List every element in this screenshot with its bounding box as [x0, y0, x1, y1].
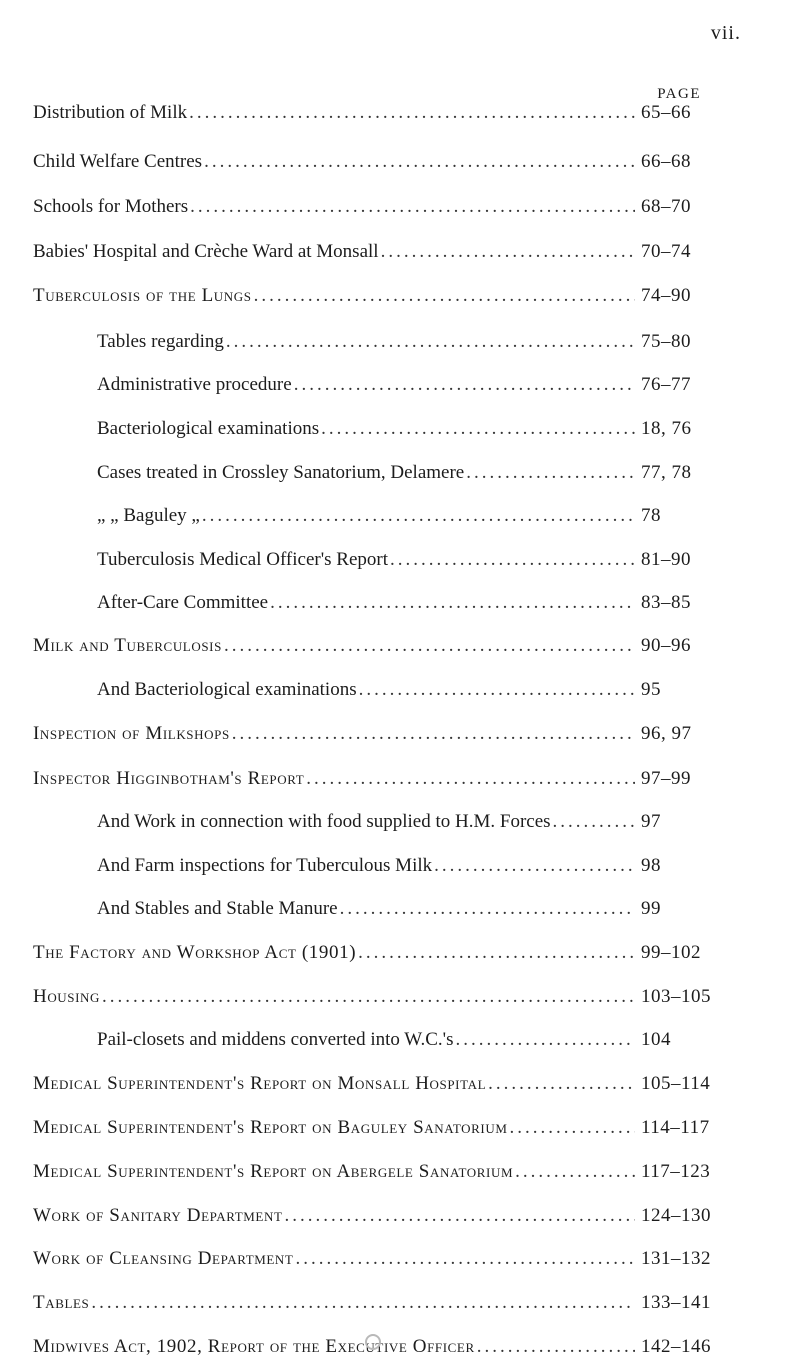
toc-entry-page: 18, 76: [641, 418, 692, 439]
toc-entry-page: 77, 78: [641, 462, 692, 483]
toc-entry: [33, 196, 733, 226]
dot-leader: [254, 285, 635, 307]
dot-leader: [359, 679, 635, 701]
toc-entry: [33, 331, 733, 361]
dot-leader: [488, 1073, 635, 1095]
toc-entry-title: And Stables and Stable Manure: [97, 898, 338, 919]
stamp-mark: [365, 1334, 381, 1350]
dot-leader: [202, 505, 635, 527]
toc-entry-title: And Farm inspections for Tuberculous Milk: [97, 855, 433, 876]
toc-entry-page: 98: [641, 855, 661, 876]
toc-entry: [33, 462, 733, 492]
dot-leader: [204, 151, 635, 173]
toc-entry-page: 90–96: [641, 635, 691, 656]
toc-entry-page: 74–90: [641, 285, 691, 306]
toc-entry-page: 83–85: [641, 592, 691, 613]
dot-leader: [321, 418, 635, 440]
toc-entry: [33, 1336, 733, 1366]
dot-leader: [390, 549, 635, 571]
toc-entry-page: 68–70: [641, 196, 691, 217]
toc-entry-title: And Bacteriological examinations: [97, 679, 357, 700]
page-number: vii.: [710, 22, 741, 44]
toc-entry-title: Child Welfare Centres: [33, 151, 203, 172]
toc-entry: [33, 285, 733, 315]
toc-entry-title: Bacteriological examinations: [97, 418, 320, 439]
dot-leader: [553, 811, 635, 833]
toc-entry-page: 114–117: [641, 1117, 710, 1138]
toc-entry: [33, 1292, 733, 1322]
toc-entry: [33, 505, 733, 535]
dot-leader: [91, 1292, 635, 1314]
toc-entry-title: Tables regarding: [97, 331, 224, 352]
dot-leader: [226, 331, 635, 353]
toc-entry-title: Schools for Mothers: [33, 196, 189, 217]
toc-entry: [33, 679, 733, 709]
toc-entry: [33, 1205, 733, 1235]
toc-entry-title: Medical Superintendent's Report on Baguley Sanatorium: [33, 1117, 508, 1138]
toc-entry-title: Pail-closets and middens converted into W.C.'s: [97, 1029, 454, 1050]
toc-entry-page: 78: [641, 505, 661, 526]
toc-entry-page: 97: [641, 811, 661, 832]
toc-entry-title: Medical Superintendent's Report on Abergele Sanatorium: [33, 1161, 514, 1182]
toc-entry-page: 66–68: [641, 151, 691, 172]
toc-entry-title: Tuberculosis of the Lungs: [33, 285, 252, 306]
toc-entry-title: Inspector Higginbotham's Report: [33, 768, 305, 789]
toc-entry-title: Distribution of Milk: [33, 102, 188, 123]
toc-entry-page: 142–146: [641, 1336, 711, 1357]
toc-entry-title: Inspection of Milkshops: [33, 723, 230, 744]
toc-entry: [33, 942, 733, 972]
dot-leader: [358, 942, 635, 964]
toc-entry-page: 95: [641, 679, 661, 700]
dot-leader: [509, 1117, 635, 1139]
toc-entry-page: 105–114: [641, 1073, 711, 1094]
dot-leader: [340, 898, 635, 920]
toc-entry: [33, 855, 733, 885]
toc-entry-title: Tables: [33, 1292, 90, 1313]
toc-entry-page: 133–141: [641, 1292, 711, 1313]
toc-entry: [33, 592, 733, 622]
toc-entry-title: After-Care Committee: [97, 592, 269, 613]
toc-entry-title: Milk and Tuberculosis: [33, 635, 222, 656]
toc-entry: [33, 374, 733, 404]
toc-entry-page: 104: [641, 1029, 671, 1050]
toc-entry-page: 117–123: [641, 1161, 711, 1182]
toc-entry-title: Housing: [33, 986, 101, 1007]
toc-entry-page: 99–102: [641, 942, 701, 963]
dot-leader: [434, 855, 635, 877]
toc-entry-page: 75–80: [641, 331, 691, 352]
toc-entry-title: Work of Sanitary Department: [33, 1205, 283, 1226]
dot-leader: [306, 768, 635, 790]
toc-entry: [33, 549, 733, 579]
dot-leader: [190, 196, 635, 218]
toc-entry: [33, 811, 733, 841]
toc-entry-title: Work of Cleansing Department: [33, 1248, 294, 1269]
toc-entry: [33, 1248, 733, 1278]
dot-leader: [466, 462, 635, 484]
toc-entry: [33, 635, 733, 665]
toc-entry: [33, 151, 733, 181]
toc-entry: [33, 418, 733, 448]
toc-entry-title: And Work in connection with food supplied to H.M. Forces: [97, 811, 551, 832]
dot-leader: [295, 1248, 635, 1270]
toc-entry-title: Administrative procedure: [97, 374, 292, 395]
toc-entry: [33, 241, 733, 271]
toc-entry: [33, 898, 733, 928]
toc-entry-page: 76–77: [641, 374, 691, 395]
toc-entry-title: Babies' Hospital and Crèche Ward at Monsall: [33, 241, 379, 262]
toc-entry-page: 81–90: [641, 549, 691, 570]
toc-entry-title: „ „ Baguley „: [97, 505, 200, 526]
toc-entry: [33, 1073, 733, 1103]
dot-leader: [515, 1161, 635, 1183]
toc-entry-page: 65–66: [641, 102, 691, 123]
toc-entry: [33, 768, 733, 798]
toc-entry-page: 70–74: [641, 241, 691, 262]
dot-leader: [270, 592, 635, 614]
toc-entry-page: 96, 97: [641, 723, 692, 744]
toc-entry: [33, 1029, 733, 1059]
page-column-label: PAGE: [657, 86, 701, 102]
dot-leader: [285, 1205, 636, 1227]
dot-leader: [477, 1336, 635, 1358]
toc-entry-page: 99: [641, 898, 661, 919]
toc-entry: [33, 1117, 733, 1147]
toc-entry-page: 103–105: [641, 986, 711, 1007]
toc-entry: [33, 986, 733, 1016]
toc-entry: [33, 723, 733, 753]
toc-entry-title: Midwives Act, 1902, Report of the Executive Officer: [33, 1336, 475, 1357]
toc-entry-title: Cases treated in Crossley Sanatorium, Delamere: [97, 462, 465, 483]
toc-entry: [33, 1161, 733, 1191]
toc-entry: [33, 102, 733, 132]
toc-entry-page: 97–99: [641, 768, 691, 789]
dot-leader: [224, 635, 635, 657]
dot-leader: [455, 1029, 635, 1051]
dot-leader: [381, 241, 635, 263]
toc-entry-title: Tuberculosis Medical Officer's Report: [97, 549, 389, 570]
toc-entry-title: Medical Superintendent's Report on Monsall Hospital: [33, 1073, 487, 1094]
dot-leader: [294, 374, 635, 396]
dot-leader: [189, 102, 635, 124]
toc-entry-page: 124–130: [641, 1205, 711, 1226]
toc-entry-title: The Factory and Workshop Act (1901): [33, 942, 357, 963]
toc-entry-page: 131–132: [641, 1248, 711, 1269]
dot-leader: [232, 723, 635, 745]
dot-leader: [102, 986, 635, 1008]
